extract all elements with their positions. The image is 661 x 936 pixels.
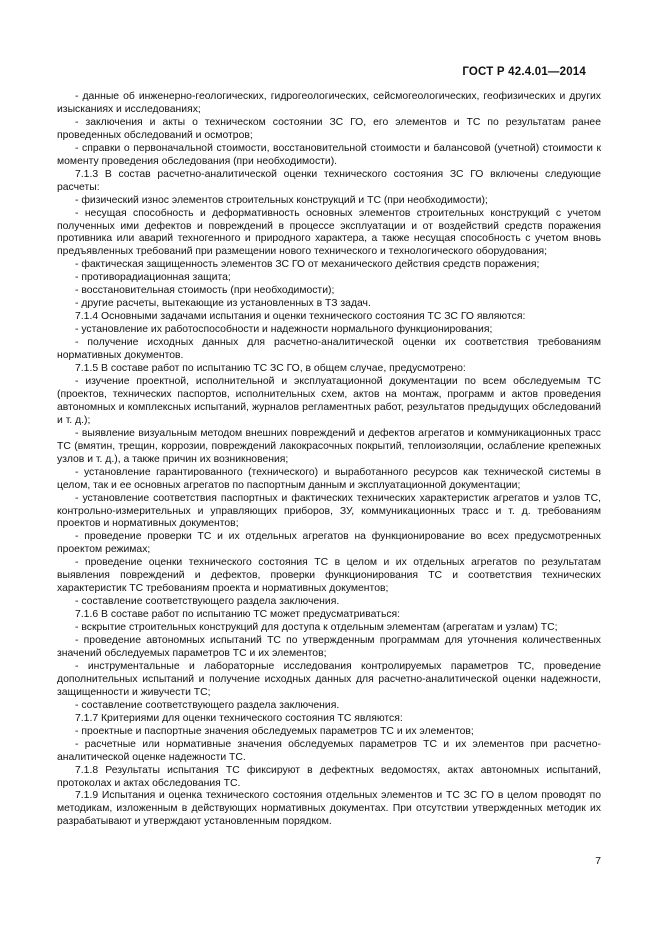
paragraph: - составление соответствующего раздела заключения. (75, 699, 340, 711)
paragraph: - составление соответствующего раздела заключения. (75, 596, 340, 608)
document-header-id: ГОСТ Р 42.4.01—2014 (462, 66, 586, 78)
paragraph: - другие расчеты, вытекающие из установленных в ТЗ задач. (75, 298, 371, 310)
paragraph: - противорадиационная защита; (75, 272, 231, 284)
paragraph: 7.1.6 В составе работ по испытанию ТС может предусматриваться: (75, 609, 401, 621)
paragraph: 7.1.5 В составе работ по испытанию ТС ЗС ГО, в общем случае, предусмотрено: (75, 363, 466, 375)
paragraph: 7.1.4 Основными задачами испытания и оценки технического состояния ТС ЗС ГО являются: (75, 311, 526, 323)
paragraph: - установление их работоспособности и надежности нормального функционирования; (75, 324, 493, 336)
paragraph: - установление соответствия паспортных и фактических технических характеристик агрегатов и узлов ТС, контрольно-измерительных и управляющих приборов, ЗУ, коммуникационных трасс и т. д. требованиям проектов и нормативных документов; (57, 492, 601, 530)
document-body (57, 91, 601, 829)
paragraph: - несущая способность и деформативность основных элементов строительных конструкций с учетом полученных ими дефектов и повреждений в процессе эксплуатации и от воздействий средств поражения противника или аварий техногенного и природного характера, а также несущая способность с учетом вновь предъявленных требований при размещении нового технического и технологического оборудования; (57, 207, 601, 258)
paragraph: - получение исходных данных для расчетно-аналитической оценки их соответствия требованиям нормативных документов. (57, 337, 601, 362)
paragraph: - выявление визуальным методом внешних повреждений и дефектов агрегатов и коммуникационных трасс ТС (вмятин, трещин, коррозии, повреждений лакокрасочных покрытий, теплоизоляции, ослабление крепежных узлов и т. д.), а также причин их возникновения; (57, 427, 601, 465)
paragraph: - инструментальные и лабораторные исследования контролируемых параметров ТС, проведение дополнительных испытаний и получение исходных данных для расчетно-аналитической оценки надежности, защищенности и живучести ТС; (57, 660, 601, 698)
paragraph: - восстановительная стоимость (при необходимости); (75, 285, 335, 297)
paragraph: - вскрытие строительных конструкций для доступа к отдельным элементам (агрегатам и узлам) ТС; (75, 622, 558, 634)
paragraph: - справки о первоначальной стоимости, восстановительной стоимости и балансовой (учетной) стоимости к моменту проведения обследования (при необходимости). (57, 142, 601, 167)
paragraph: - проектные и паспортные значения обследуемых параметров ТС и их элементов; (75, 725, 474, 737)
paragraph: 7.1.7 Критериями для оценки технического состояния ТС являются: (75, 712, 403, 724)
paragraph: - установление гарантированного (технического) и выработанного ресурсов как технической системы в целом, так и ее основных агрегатов по паспортным данным и эксплуатационной документации; (57, 466, 601, 491)
page-number: 7 (595, 856, 601, 867)
paragraph: - изучение проектной, исполнительной и эксплуатационной документации по всем обследуемым ТС (проектов, технических паспортов, исполнительных схем, актов на монтаж, программ и актов проведения автономных и комплексных испытаний, журналов регламентных работ, результатов предыдущих обследований и т. д.); (57, 375, 601, 426)
paragraph: - заключения и акты о техническом состоянии ЗС ГО, его элементов и ТС по результатам ранее проведенных обследований и осмотров; (57, 116, 601, 141)
paragraph: 7.1.3 В состав расчетно-аналитической оценки технического состояния ЗС ГО включены следующие расчеты: (57, 168, 601, 193)
paragraph: - данные об инженерно-геологических, гидрогеологических, сейсмогеологических, геофизических и других изысканиях и исследованиях; (57, 91, 601, 115)
paragraph: - фактическая защищенность элементов ЗС ГО от механического действия средств поражения; (75, 259, 540, 271)
paragraph: - физический износ элементов строительных конструкций и ТС (при необходимости); (75, 194, 488, 206)
paragraph: 7.1.9 Испытания и оценка технического состояния отдельных элементов и ТС ЗС ГО в целом проводят по методикам, изложенным в действующих нормативных документах. При отсутствии утвержденных методик их разрабатывают и утверждают установленным порядком. (57, 790, 601, 828)
paragraph: - проведение оценки технического состояния ТС в целом и их отдельных агрегатов по результатам выявления повреждений и дефектов, проверки функционирования ТС и соответствия технических характеристик ТС требованиям проекта и нормативных документов; (57, 557, 601, 595)
paragraph: - проведение проверки ТС и их отдельных агрегатов на функционирование во всех предусмотренных проектом режимах; (57, 531, 601, 556)
paragraph: - расчетные или нормативные значения обследуемых параметров ТС и их элементов при расчетно-аналитической оценке надежности ТС. (57, 738, 601, 763)
paragraph: - проведение автономных испытаний ТС по утвержденным программам для уточнения количественных значений обследуемых параметров ТС и их элементов; (57, 635, 601, 659)
paragraph: 7.1.8 Результаты испытания ТС фиксируют в дефектных ведомостях, актах автономных испытаний, протоколах и актах обследования ТС. (57, 764, 601, 789)
